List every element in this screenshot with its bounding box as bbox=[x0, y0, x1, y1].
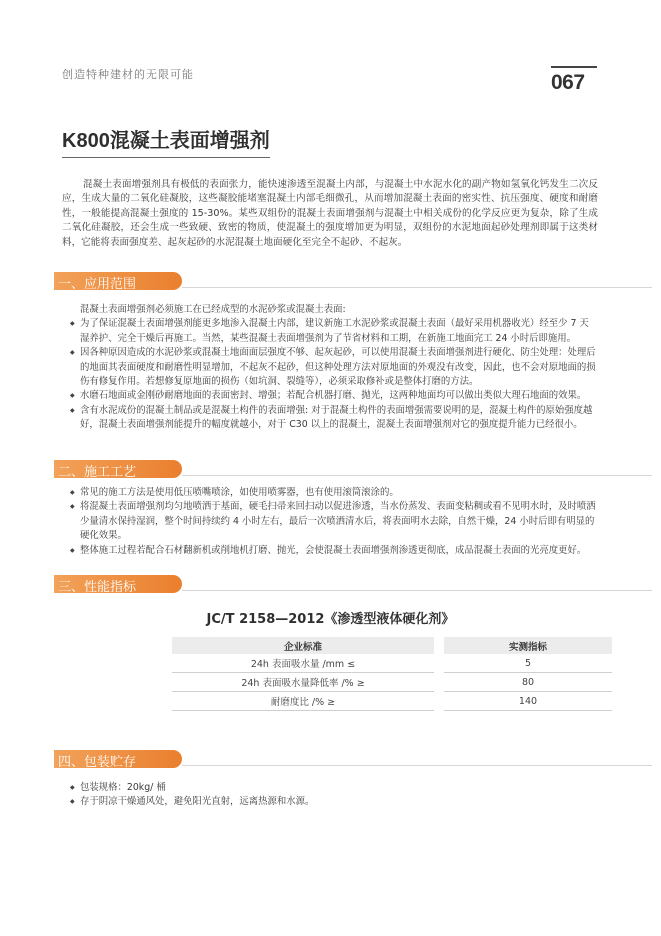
table-row bbox=[172, 692, 612, 711]
table-row bbox=[172, 673, 612, 692]
table-cell-value: 5 bbox=[444, 654, 612, 673]
list-item: ◆ 含有水泥成份的混凝土制品或是混凝土构件的表面增强: 对于混凝土构件的表面增强需要说明的是，混凝土构件的原始强度越好，混凝土表面增强剂能提升的幅度就越小，对于 C30 以上的混凝土，混凝土表面增强剂对它的强度提升能力已经很小。 bbox=[70, 404, 598, 433]
page-title: K800混凝土表面增强剂 bbox=[62, 130, 270, 152]
section-divider bbox=[182, 475, 652, 476]
performance-table bbox=[172, 637, 612, 711]
section-heading-label: 四、包装贮存 bbox=[58, 755, 137, 770]
list-item: ◆ 因各种原因造成的水泥砂浆或混凝土地面面层强度不够、起灰起砂，可以使用混凝土表面增强剂进行硬化、防尘处理：处理后的地面其表面硬度和耐磨性明显增加，不起灰不起砂，但这种处理方法对原地面的外观没有改变，因此，也不会对原地面的损伤有修复作用。若想修复原地面的损伤（如坑洞、裂缝等），必须采取修补或是整体打磨的方法。 bbox=[70, 346, 598, 389]
page-number-rule bbox=[551, 66, 597, 68]
list-item: ◆ 存于阴凉干燥通风处，避免阳光直射，远离热源和水源。 bbox=[70, 795, 598, 809]
list-item: ◆ 包装规格：20kg/ 桶 bbox=[70, 781, 598, 795]
page-number: 067 bbox=[551, 71, 585, 94]
title-underline bbox=[62, 157, 270, 158]
list-item: ◆ 常见的施工方法是使用低压喷嘴喷涂，如使用喷雾器，也有使用滚筒滚涂的。 bbox=[70, 486, 598, 500]
table-header-row bbox=[172, 637, 612, 654]
list-item: ◆ 水磨石地面或金刚砂耐磨地面的表面密封、增强；若配合机器打磨、抛光，这两种地面均可以做出类似大理石地面的效果。 bbox=[70, 389, 598, 403]
list-item: ◆ 为了保证混凝土表面增强剂能更多地渗入混凝土内部，建议新施工水泥砂浆或混凝土表面（最好采用机器收光）经至少 7 天湿养护、完全干燥后再施工。当然，某些混凝土表面增强剂为了节省材料和工期，在新施工地面完工 24 小时后即施用。 bbox=[70, 317, 598, 346]
packaging-content bbox=[70, 781, 598, 810]
table-cell-item: 24h 表面吸水量 /mm ≤ bbox=[172, 654, 434, 673]
table-row bbox=[172, 654, 612, 673]
table-cell-value: 80 bbox=[444, 673, 612, 692]
table-cell-item: 24h 表面吸水量降低率 /% ≥ bbox=[172, 673, 434, 692]
application-lead: 混凝土表面增强剂必须施工在已经成型的水泥砂浆或混凝土表面: bbox=[80, 304, 346, 315]
column-header: 企业标准 bbox=[172, 637, 434, 654]
table-cell-value: 140 bbox=[444, 692, 612, 711]
table-cell-item: 耐磨度比 /% ≥ bbox=[172, 692, 434, 711]
list-item: ◆ 将混凝土表面增强剂均匀地喷洒于基面，硬毛扫帚来回扫动以促进渗透，当水份蒸发、表面变粘稠或看不见明水时，及时喷洒少量清水保持湿润，整个时间持续约 4 小时左右，最后一次喷洒清水后，将表面明水去除，自然干燥，24 小时后即有明显的硬化效果。 bbox=[70, 500, 598, 543]
process-list bbox=[70, 486, 598, 558]
header-tagline: 创造特种建材的无限可能 bbox=[62, 68, 194, 81]
standard-title: JC/T 2158—2012《渗透型液体硬化剂》 bbox=[206, 612, 455, 627]
section-divider bbox=[182, 287, 652, 288]
intro-paragraph: 混凝土表面增强剂具有极低的表面张力，能快速渗透至混凝土内部，与混凝土中水泥水化的副产物如氢氧化钙发生二次反应，生成大量的二氧化硅凝胶，这些凝胶能堵塞混凝土内部毛细微孔，从而增加混凝土表面的密实性、抗压强度、硬度和耐磨性，一般能提高混凝土强度的 15-30%。某些双组份的混凝土表面增强剂与混凝土中相关成份的化学反应更为复杂，除了生成二氧化硅凝胶，还会生成一些致硬、致密的物质，使混凝土的强度增加更为明显，双组份的水泥地面起砂处理剂即属于这类材料，它能将表面强度差、起灰起砂的水泥混凝土地面硬化至完全不起砂、不起灰。 bbox=[62, 179, 598, 248]
column-header: 实测指标 bbox=[444, 637, 612, 654]
application-list bbox=[70, 317, 598, 432]
application-content bbox=[70, 303, 598, 433]
section-heading-label: 一、应用范围 bbox=[58, 277, 137, 292]
list-item: ◆ 整体施工过程若配合石材翻新机或削地机打磨、抛光，会使混凝土表面增强剂渗透更彻底，成品混凝土表面的光亮度更好。 bbox=[70, 544, 598, 558]
process-content bbox=[70, 486, 598, 558]
section-heading-label: 三、性能指标 bbox=[58, 580, 137, 595]
packaging-list bbox=[70, 781, 598, 810]
section-divider bbox=[182, 590, 652, 591]
section-divider bbox=[182, 765, 652, 766]
section-heading-label: 二、施工工艺 bbox=[58, 465, 137, 480]
